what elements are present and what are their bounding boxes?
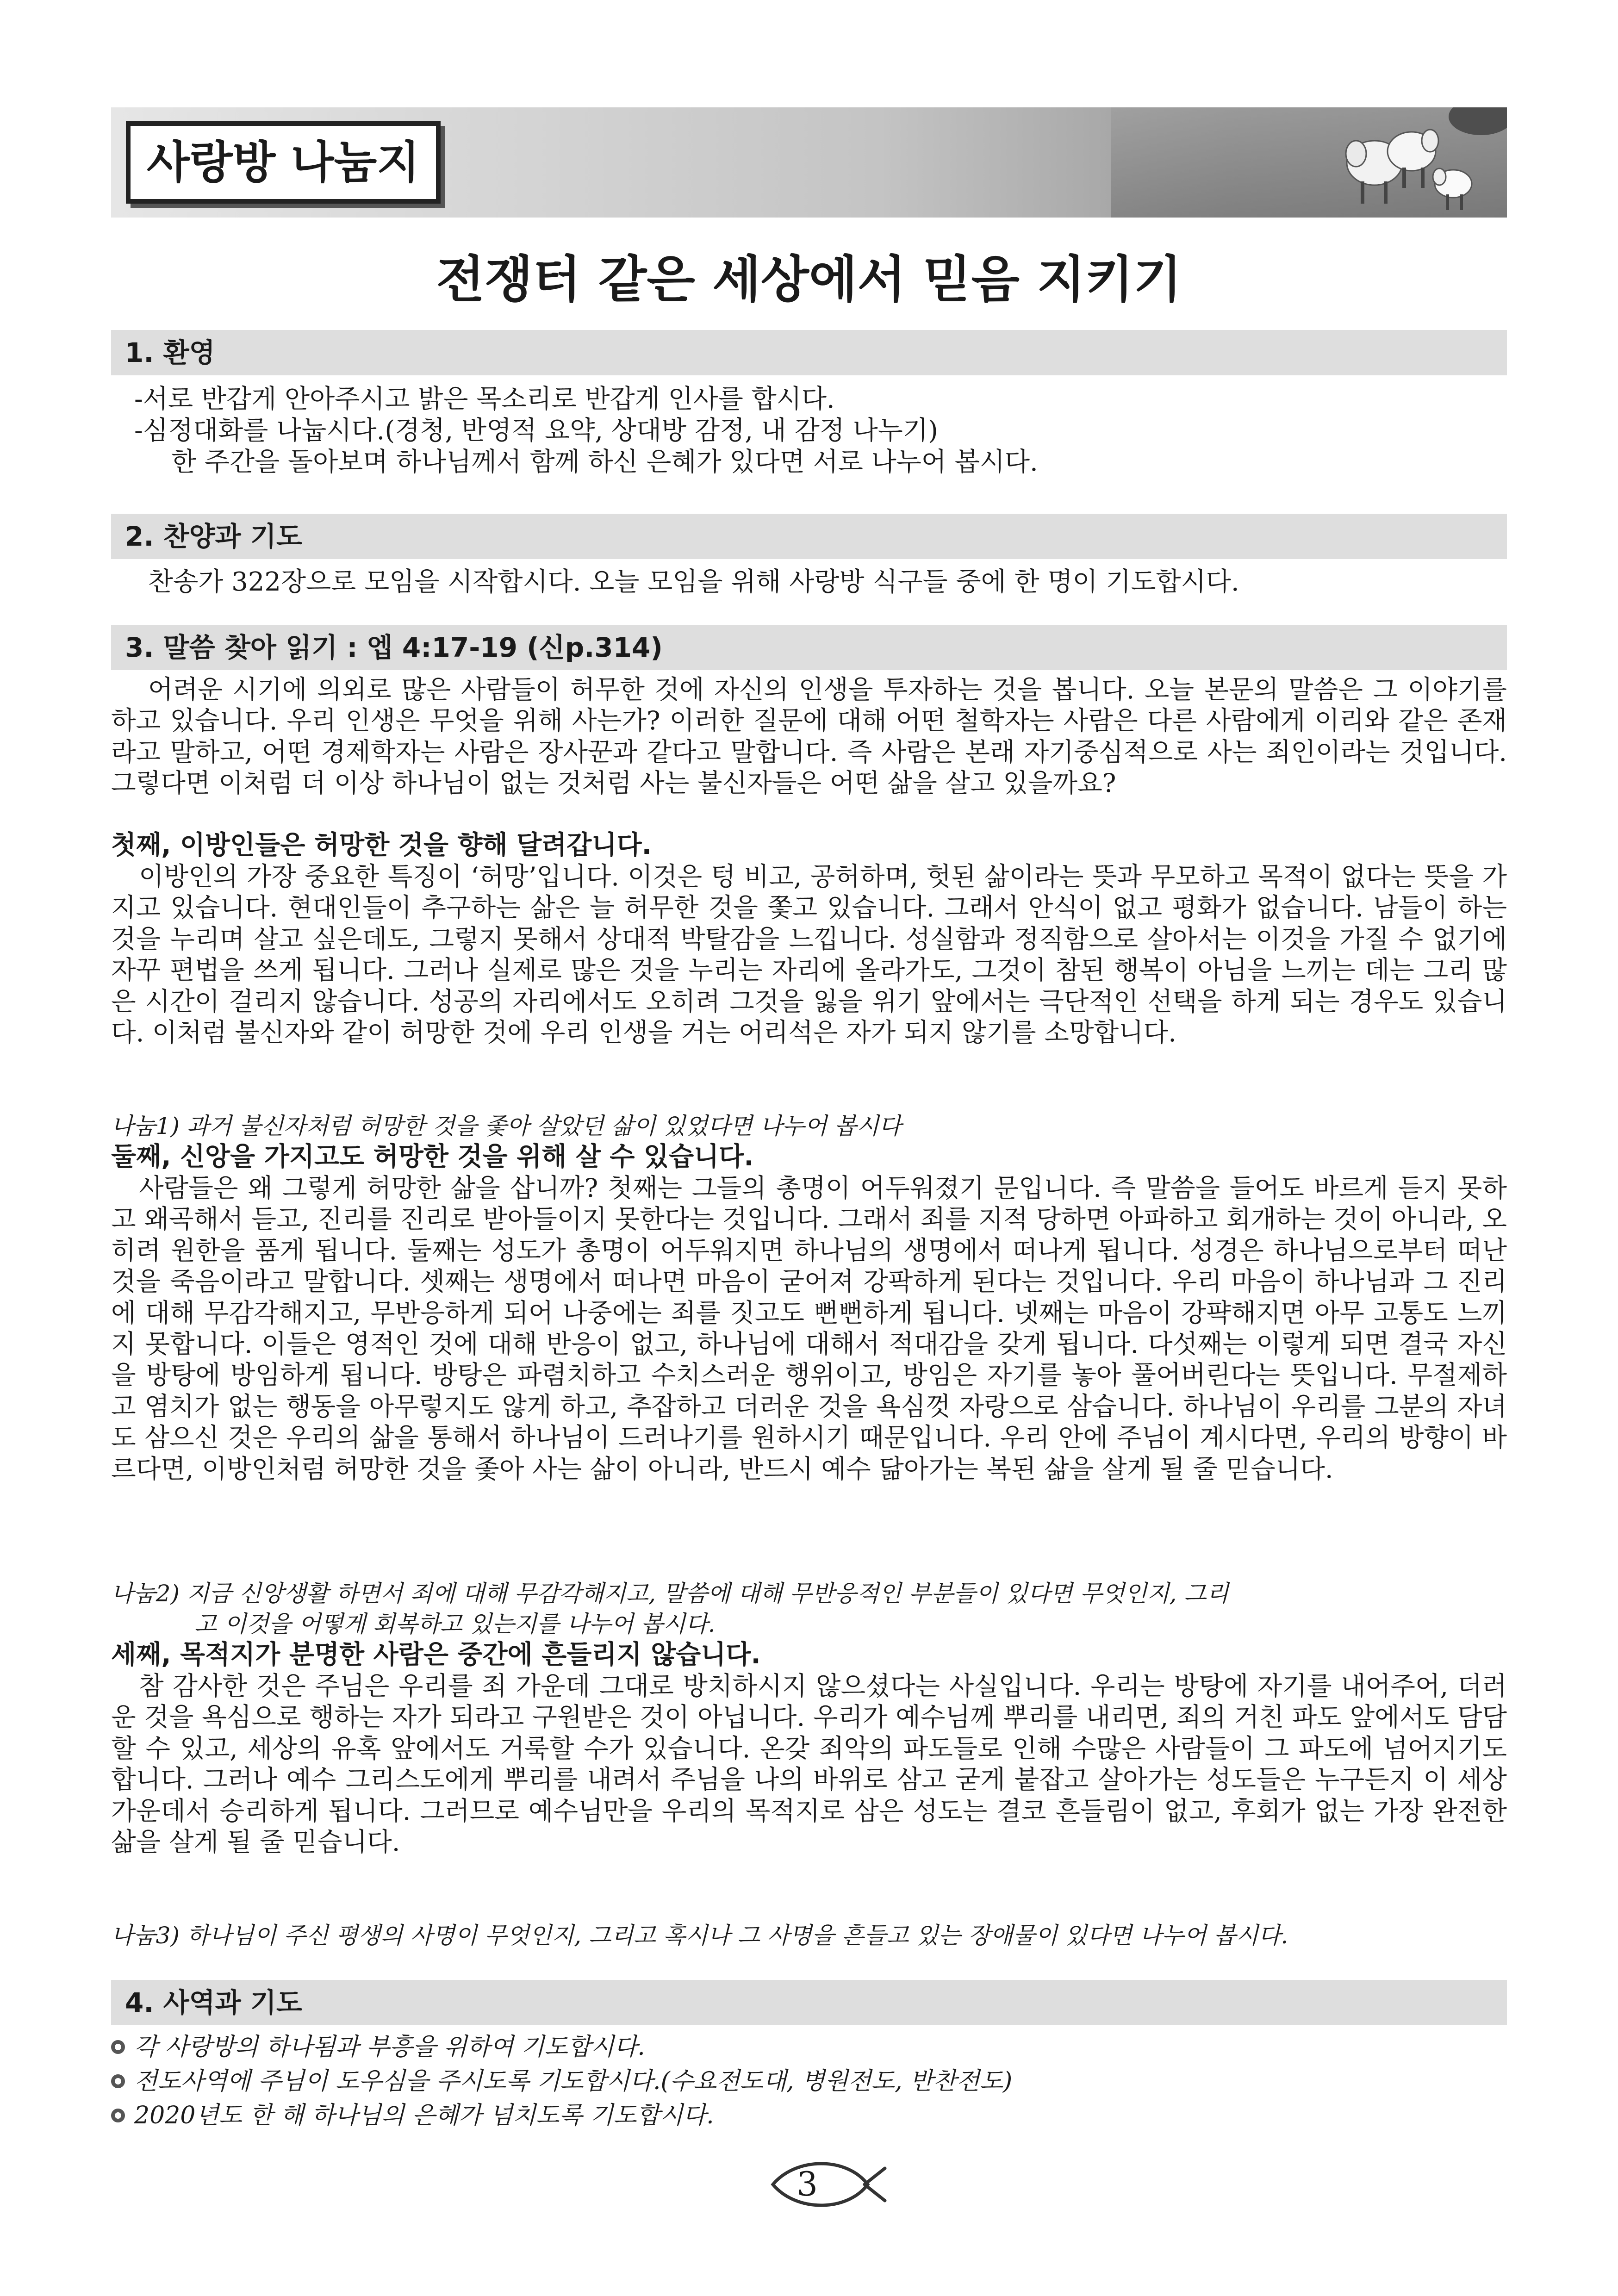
point3-paragraph: 참 감사한 것은 주님은 우리를 죄 가운데 그대로 방치하시지 않으셨다는 사실입니다. 우리는 방탕에 자기를 내어주어, 더러운 것을 욕심으로 행하는 자가 되라고 구원받은 것이 아닙니다. 우리가 예수님께 뿌리를 내리면, 죄의 거친 파도 앞에서도 담담할 수 있고, 세상의 유혹 앞에서도 거룩할 수가 있습니다. 온갖 죄악의 파도들로 인해 수많은 사람들이 그 파도에 넘어지기도 합니다. 그러나 예수 그리스도에게 뿌리를 내려서 주님을 나의 바위로 삼고 굳게 붙잡고 살아가는 성도들은 누구든지 이 세상 가운데서 승리하게 됩니다. 그러므로 예수님만을 우리의 목적지로 삼은 성도는 결코 흔들림이 없고, 후회가 없는 가장 완전한 삶을 살게 될 줄 믿습니다.	[111, 1671, 1507, 1858]
welcome-line-2: -심정대화를 나눕시다.(경청, 반영적 요약, 상대방 감정, 내 감정 나누기)	[134, 416, 938, 446]
page-number: 3	[797, 2165, 818, 2203]
fish-icon	[768, 2159, 889, 2210]
page-title: 전쟁터 같은 세상에서 믿음 지키기	[436, 251, 1182, 309]
prayer-item-text: 각 사랑방의 하나됨과 부흥을 위하여 기도합시다.	[134, 2033, 645, 2061]
bullet-circle-icon	[111, 2040, 125, 2054]
page-number-badge	[768, 2159, 889, 2210]
share-question-3: 나눔3) 하나님이 주신 평생의 사명이 무엇인지, 그리고 혹시나 그 사명을 흔들고 있는 장애물이 있다면 나누어 봅시다.	[111, 1922, 1288, 1949]
bullet-circle-icon	[111, 2109, 125, 2122]
word-intro-paragraph: 어려운 시기에 의외로 많은 사람들이 허무한 것에 자신의 인생을 투자하는 것을 봅니다. 오늘 본문의 말씀은 그 이야기를 하고 있습니다. 우리 인생은 무엇을 위해 사는가? 이러한 질문에 대해 어떤 철학자는 사람은 다른 사람에게 이리와 같은 존재라고 말하고, 어떤 경제학자는 사람은 장사꾼과 같다고 말합니다. 즉 사람은 본래 자기중심적으로 사는 죄인이라는 것입니다. 그렇다면 이처럼 더 이상 하나님이 없는 것처럼 사는 불신자들은 어떤 삶을 살고 있을까요?	[111, 675, 1507, 799]
prayer-item	[111, 2100, 1507, 2131]
prayer-item	[111, 2066, 1507, 2097]
point2-heading: 둘째, 신앙을 가지고도 허망한 것을 위해 살 수 있습니다.	[111, 1142, 754, 1172]
section-heading-welcome: 1. 환영	[111, 330, 1507, 375]
point2-paragraph: 사람들은 왜 그렇게 허망한 삶을 삽니까? 첫째는 그들의 총명이 어두워졌기 문입니다. 즉 말씀을 들어도 바르게 듣지 못하고 왜곡해서 듣고, 진리를 진리로 받아들이지 못한다는 것입니다. 그래서 죄를 지적 당하면 아파하고 회개하는 것이 아니라, 오히려 원한을 품게 됩니다. 둘째는 성도가 총명이 어두워지면 하나님의 생명에서 떠나게 됩니다. 성경은 하나님으로부터 떠난 것을 죽음이라고 말합니다. 셋째는 생명에서 떠나면 마음이 굳어져 강팍하게 된다는 것입니다. 우리 마음이 하나님과 그 진리에 대해 무감각해지고, 무반응하게 되어 나중에는 죄를 짓고도 뻔뻔하게 됩니다. 넷째는 마음이 강퍅해지면 아무 고통도 느끼지 못합니다. 이들은 영적인 것에 대해 반응이 없고, 하나님에 대해서 적대감을 갖게 됩니다. 다섯째는 이렇게 되면 결국 자신을 방탕에 방임하게 됩니다. 방탕은 파렴치하고 수치스러운 행위이고, 방임은 자기를 놓아 풀어버린다는 뜻입니다. 무절제하고 염치가 없는 행동을 아무렇지도 않게 하고, 추잡하고 더러운 것을 욕심껏 자랑으로 삼습니다. 하나님이 우리를 그분의 자녀도 삼으신 것은 우리의 삶을 통해서 하나님이 드러나기를 원하시기 때문입니다. 우리 안에 주님이 계시다면, 우리의 방향이 바르다면, 이방인처럼 허망한 것을 좇아 사는 삶이 아니라, 반드시 예수 닮아가는 복된 삶을 살게 될 줄 믿습니다.	[111, 1173, 1507, 1484]
praise-text: 찬송가 322장으로 모임을 시작합시다. 오늘 모임을 위해 사랑방 식구들 중에 한 명이 기도합시다.	[148, 567, 1239, 597]
prayer-item	[111, 2032, 1507, 2062]
section-heading-praise: 2. 찬양과 기도	[111, 514, 1507, 559]
share-question-2-line-1: 나눔2) 지금 신앙생활 하면서 죄에 대해 무감각해지고, 말씀에 대해 무반응적인 부분들이 있다면 무엇인지, 그리	[111, 1580, 1229, 1607]
point1-heading: 첫째, 이방인들은 허망한 것을 향해 달려갑니다.	[111, 830, 652, 860]
prayer-item-text: 전도사역에 주님이 도우심을 주시도록 기도합시다.(수요전도대, 병원전도, 반찬전도)	[134, 2067, 1013, 2095]
welcome-line-3: 한 주간을 돌아보며 하나님께서 함께 하신 은혜가 있다면 서로 나누어 봅시다.	[171, 447, 1038, 477]
bullet-circle-icon	[111, 2074, 125, 2088]
share-question-2-line-2: 고 이것을 어떻게 회복하고 있는지를 나누어 봅시다.	[194, 1611, 716, 1637]
section-heading-word: 3. 말씀 찾아 읽기 : 엡 4:17-19 (신p.314)	[111, 625, 1507, 670]
share-question-1: 나눔1) 과거 불신자처럼 허망한 것을 좇아 살았던 삶이 있었다면 나누어 봅시다	[111, 1113, 902, 1139]
prayer-item-text: 2020년도 한 해 하나님의 은혜가 넘치도록 기도합시다.	[134, 2102, 714, 2129]
header-label: 사랑방 나눔지	[126, 121, 441, 204]
section-heading-ministry: 4. 사역과 기도	[111, 1980, 1507, 2025]
welcome-line-1: -서로 반갑게 안아주시고 밝은 목소리로 반갑게 인사를 합시다.	[134, 384, 835, 414]
point1-paragraph: 이방인의 가장 중요한 특징이 ‘허망’입니다. 이것은 텅 비고, 공허하며, 헛된 삶이라는 뜻과 무모하고 목적이 없다는 뜻을 가지고 있습니다. 현대인들이 추구하는 삶은 늘 허무한 것을 쫓고 있습니다. 그래서 안식이 없고 평화가 없습니다. 남들이 하는 것을 누리며 살고 싶은데도, 그렇지 못해서 상대적 박탈감을 느낍니다. 성실함과 정직함으로 살아서는 이것을 가질 수 없기에 자꾸 편법을 쓰게 됩니다. 그러나 실제로 많은 것을 누리는 자리에 올라가도, 그것이 참된 행복이 아님을 느끼는 데는 그리 많은 시간이 걸리지 않습니다. 성공의 자리에서도 오히려 그것을 잃을 위기 앞에서는 극단적인 선택을 하게 되는 경우도 있습니다. 이처럼 불신자와 같이 허망한 것에 우리 인생을 거는 어리석은 자가 되지 않기를 소망합니다.	[111, 862, 1507, 1048]
point3-heading: 세째, 목적지가 분명한 사람은 중간에 흔들리지 않습니다.	[111, 1640, 761, 1670]
